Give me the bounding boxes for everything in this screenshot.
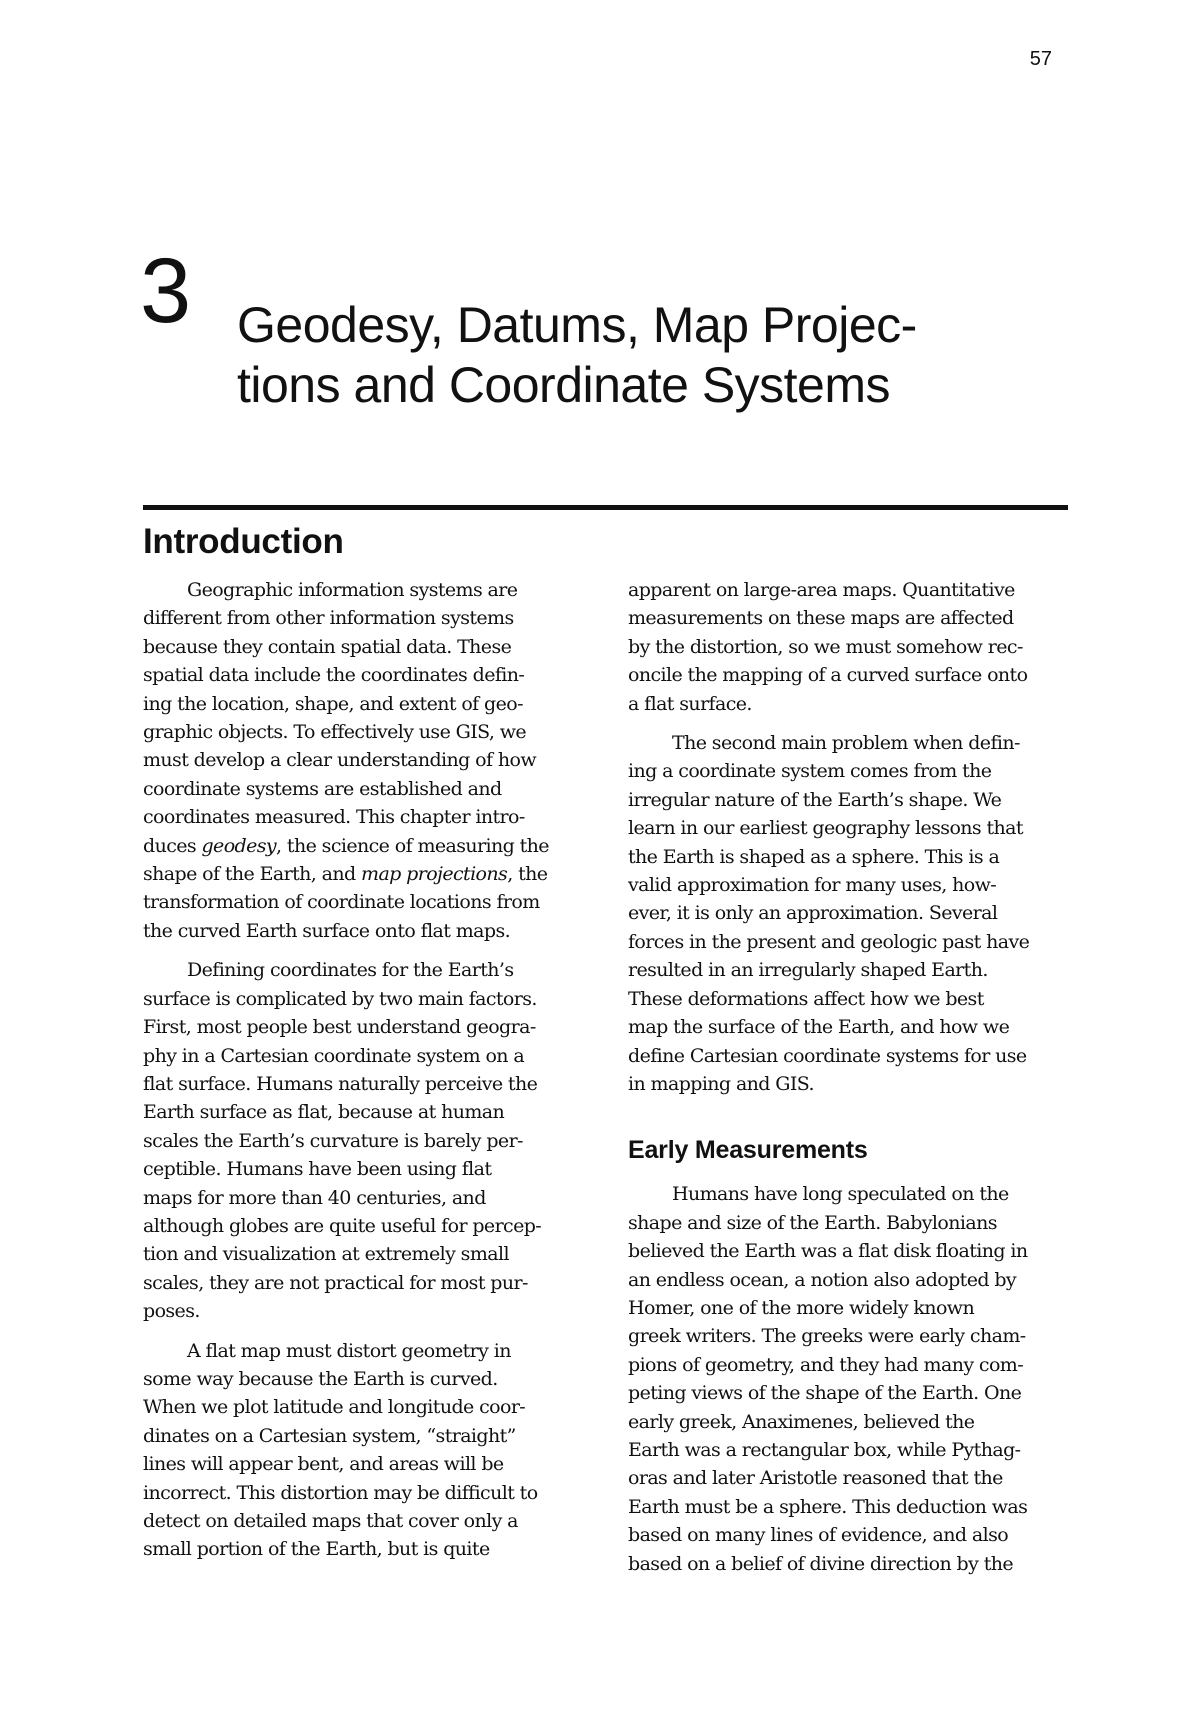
paragraph-distortion — [628, 576, 1088, 718]
text-line: an endless ocean, a notion also adopted by — [628, 1268, 1017, 1291]
text-line: tion and visualization at extremely small — [143, 1243, 509, 1266]
paragraph-intro — [143, 576, 603, 945]
text-line: graphic objects. To effectively use GIS, we — [143, 721, 527, 744]
text-line: based on many lines of evidence, and also — [628, 1524, 1009, 1547]
text-line: ceptible. Humans have been using flat — [143, 1158, 492, 1181]
text-line: Earth surface as flat, because at human — [143, 1101, 505, 1124]
text-line: When we plot latitude and longitude coor- — [143, 1396, 526, 1419]
text-line: ing a coordinate system comes from the — [628, 760, 992, 783]
text-line: incorrect. This distortion may be difficult to — [143, 1481, 538, 1504]
chapter-title-line: Geodesy, Datums, Map Projec- — [237, 297, 917, 353]
text-run: , the science of measuring the — [276, 834, 549, 857]
text-line: shape and size of the Earth. Babylonians — [628, 1211, 997, 1234]
term-map-projections: map projections — [361, 863, 508, 886]
page-number: 57 — [1029, 48, 1052, 70]
text-line: the Earth is shaped as a sphere. This is a — [628, 845, 1000, 868]
text-line — [143, 860, 603, 888]
text-line: forces in the present and geologic past have — [628, 930, 1030, 953]
text-line: detect on detailed maps that cover only a — [143, 1510, 518, 1532]
text-run: shape of the Earth, and — [143, 863, 362, 886]
text-line: scales, they are not practical for most pur- — [143, 1271, 528, 1294]
paragraph-early-measurements — [628, 1180, 1088, 1578]
section-heading: Introduction — [143, 522, 344, 561]
text-line: dinates on a Cartesian system, “straight” — [143, 1424, 516, 1447]
text-line: ever, it is only an approximation. Several — [628, 902, 998, 925]
left-column — [143, 576, 603, 1564]
text-line: learn in our earliest geography lessons that — [628, 817, 1023, 840]
text-line: lines will appear bent, and areas will be — [143, 1453, 504, 1476]
text-line: must develop a clear understanding of how — [143, 749, 537, 772]
text-line: spatial data include the coordinates defin- — [143, 664, 525, 687]
paragraph-earth-shape — [628, 729, 1088, 1098]
text-line: a flat surface. — [628, 692, 752, 715]
section-rule — [143, 505, 1068, 510]
text-line: greek writers. The greeks were early cham- — [628, 1325, 1026, 1348]
chapter-title-line: tions and Coordinate Systems — [237, 357, 891, 413]
text-line: resulted in an irregularly shaped Earth. — [628, 959, 988, 982]
text-line: pions of geometry, and they had many com- — [628, 1353, 1024, 1376]
text-line: the curved Earth surface onto flat maps. — [143, 919, 511, 942]
text-line: scales the Earth’s curvature is barely per- — [143, 1129, 523, 1152]
text-line: coordinate systems are established and — [143, 777, 502, 800]
text-line: Geographic information systems are — [187, 579, 518, 601]
text-line — [143, 832, 603, 860]
text-line: poses. — [143, 1300, 200, 1323]
text-line: transformation of coordinate locations from — [143, 891, 540, 914]
text-line: although globes are quite useful for percep- — [143, 1214, 542, 1237]
text-line: in mapping and GIS. — [628, 1072, 814, 1095]
text-line: Homer, one of the more widely known — [628, 1296, 975, 1319]
right-column — [628, 576, 1088, 1578]
chapter-number: 3 — [140, 240, 190, 342]
text-line: A flat map must distort geometry in — [187, 1339, 511, 1362]
paragraph-flat-map — [143, 1337, 603, 1564]
text-line: by the distortion, so we must somehow rec- — [628, 635, 1023, 658]
text-line: coordinates measured. This chapter intro- — [143, 806, 525, 829]
text-line: map the surface of the Earth, and how we — [628, 1016, 1010, 1039]
paragraph-defining-coordinates — [143, 956, 603, 1325]
text-line: Earth must be a sphere. This deduction was — [628, 1495, 1028, 1518]
text-line: peting views of the shape of the Earth. One — [628, 1382, 1022, 1405]
text-line: based on a belief of divine direction by the — [628, 1552, 1014, 1575]
text-line: The second main problem when defin- — [672, 732, 1020, 755]
term-geodesy: geodesy — [201, 834, 277, 857]
text-line: Defining coordinates for the Earth’s — [187, 959, 514, 982]
text-line: because they contain spatial data. These — [143, 635, 512, 658]
text-line: First, most people best understand geogra- — [143, 1016, 536, 1039]
text-line: flat surface. Humans naturally perceive the — [143, 1072, 538, 1095]
subsection-heading: Early Measurements — [628, 1136, 868, 1165]
text-line: different from other information systems — [143, 607, 514, 630]
text-line: irregular nature of the Earth’s shape. We — [628, 788, 1002, 811]
text-line: define Cartesian coordinate systems for use — [628, 1044, 1027, 1067]
text-line: measurements on these maps are affected — [628, 607, 1014, 630]
text-run: , the — [507, 863, 548, 886]
chapter-title — [237, 295, 1077, 415]
text-line: some way because the Earth is curved. — [143, 1367, 498, 1390]
text-line: ing the location, shape, and extent of geo- — [143, 692, 523, 715]
text-line: These deformations affect how we best — [628, 987, 984, 1010]
text-line: surface is complicated by two main factors. — [143, 987, 537, 1010]
text-line: Earth was a rectangular box, while Pythag- — [628, 1438, 1021, 1461]
text-line: apparent on large-area maps. Quantitative — [628, 579, 1015, 601]
text-line: oncile the mapping of a curved surface onto — [628, 664, 1028, 687]
text-run: duces — [143, 834, 202, 857]
text-line: phy in a Cartesian coordinate system on a — [143, 1044, 525, 1067]
text-line: oras and later Aristotle reasoned that the — [628, 1467, 1003, 1490]
text-line: Humans have long speculated on the — [672, 1183, 1009, 1206]
text-line: valid approximation for many uses, how- — [628, 874, 997, 897]
text-line: early greek, Anaximenes, believed the — [628, 1410, 975, 1433]
text-line: believed the Earth was a flat disk floating in — [628, 1240, 1028, 1263]
text-line: small portion of the Earth, but is quite — [143, 1538, 490, 1561]
text-line: maps for more than 40 centuries, and — [143, 1186, 486, 1209]
